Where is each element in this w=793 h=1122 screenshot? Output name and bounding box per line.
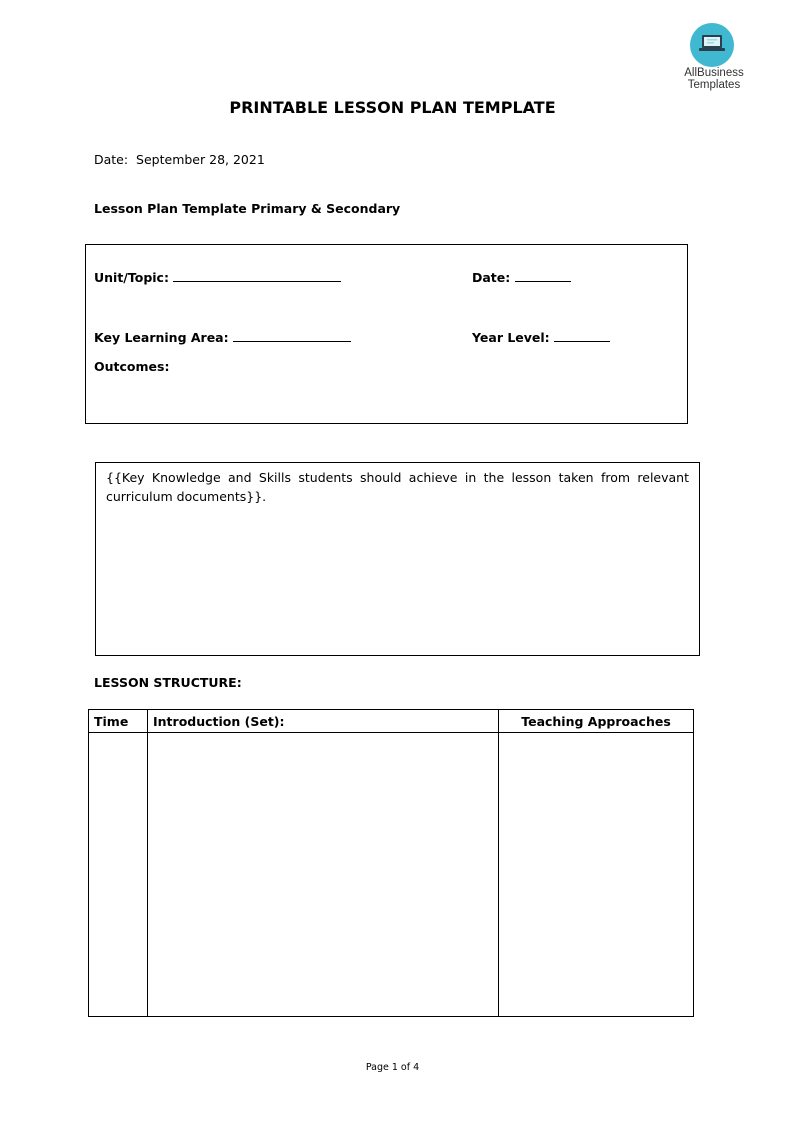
introduction-cell[interactable] <box>148 733 499 1017</box>
unit-topic-field <box>94 269 341 285</box>
info-date-blank[interactable] <box>515 269 571 282</box>
key-learning-area-label: Key Learning Area: <box>94 330 229 345</box>
year-level-label: Year Level: <box>472 330 550 345</box>
teaching-approaches-cell[interactable] <box>499 733 694 1017</box>
column-header-teaching-approaches: Teaching Approaches <box>499 710 694 733</box>
date-line <box>94 152 265 167</box>
info-date-field <box>472 269 571 285</box>
key-knowledge-box[interactable] <box>95 462 700 656</box>
lesson-structure-table <box>88 709 694 1017</box>
laptop-icon <box>698 33 726 55</box>
table-header-row <box>89 710 694 733</box>
logo-badge <box>690 23 734 67</box>
time-cell[interactable] <box>89 733 148 1017</box>
key-learning-area-blank[interactable] <box>233 329 351 342</box>
table-row <box>89 733 694 1017</box>
unit-topic-label: Unit/Topic: <box>94 270 169 285</box>
column-header-time: Time <box>89 710 148 733</box>
date-value: September 28, 2021 <box>136 152 265 167</box>
key-learning-area-field <box>94 329 351 345</box>
info-date-label: Date: <box>472 270 511 285</box>
logo-line-1: AllBusiness <box>684 67 744 79</box>
key-knowledge-text: {{Key Knowledge and Skills students should achieve in the lesson taken from relevant curriculum documents}}. <box>106 470 689 504</box>
page-number: Page 1 of 4 <box>365 1062 420 1073</box>
year-level-field <box>472 329 610 345</box>
year-level-blank[interactable] <box>554 329 610 342</box>
unit-topic-blank[interactable] <box>173 269 341 282</box>
subtitle: Lesson Plan Template Primary & Secondary <box>94 201 401 216</box>
outcomes-label: Outcomes: <box>94 359 170 374</box>
lesson-structure-heading: LESSON STRUCTURE: <box>94 675 242 690</box>
date-label: Date: <box>94 152 129 167</box>
column-header-introduction: Introduction (Set): <box>148 710 499 733</box>
page-title: PRINTABLE LESSON PLAN TEMPLATE <box>229 98 556 117</box>
logo-text <box>672 67 756 91</box>
logo-line-2: Templates <box>687 79 741 91</box>
